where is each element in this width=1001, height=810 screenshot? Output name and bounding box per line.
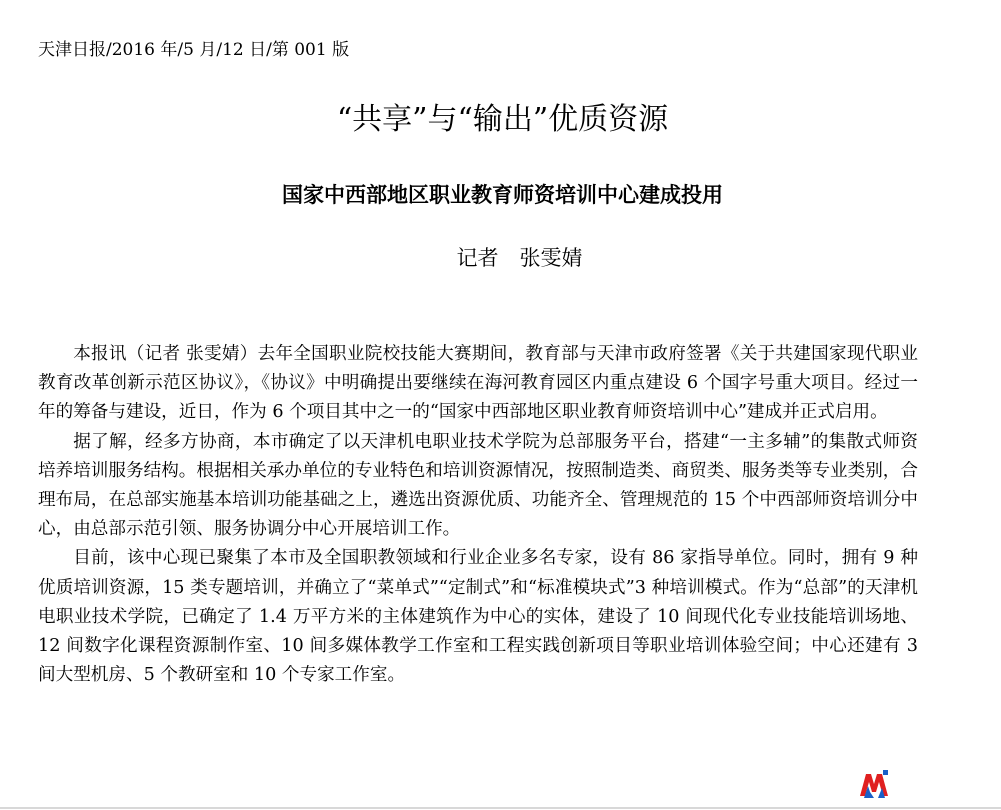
byline: 记者 张雯婧 (456, 246, 583, 270)
page-bottom-divider (0, 807, 1001, 809)
subheadline: 国家中西部地区职业教育师资培训中心建成投用 (282, 183, 723, 207)
article-body (38, 340, 918, 690)
source-line: 天津日报/2016 年/5 月/12 日/第 001 版 (38, 40, 350, 60)
headline: “共享”与“输出”优质资源 (336, 102, 669, 137)
paragraph: 目前，该中心现已聚集了本市及全国职教领域和行业企业多名专家，设有 86 家指导单位。同时，拥有 9 种优质培训资源，15 类专题培训，并确立了“菜单式”“定制式”和“标准模块式”3 种培训模式。作为“总部”的天津机电职业技术学院，已确定了 1.4 万平方米的主体建筑作为中心的实体，建设了 10 间现代化专业技能培训场地、12 间数字化课程资源制作室、10 间多媒体教学工作室和工程实践创新项目等职业培训体验空间；中心还建有 3 间大型机房、5 个教研室和 10 个专家工作室。 (38, 548, 918, 686)
paragraph: 本报讯（记者 张雯婧）去年全国职业院校技能大赛期间，教育部与天津市政府签署《关于共建国家现代职业教育改革创新示范区协议》，《协议》中明确提出要继续在海河教育园区内重点建设 6 个国字号重大项目。经过一年的筹备与建设，近日，作为 6 个项目其中之一的“国家中西部地区职业教育师资培训中心”建成并正式启用。 (38, 344, 918, 423)
paragraph: 据了解，经多方协商，本市确定了以天津机电职业技术学院为总部服务平台，搭建“一主多辅”的集散式师资培养培训服务结构。根据相关承办单位的专业特色和培训资源情况，按照制造类、商贸类、服务类等专业类别，合理布局，在总部实施基本培训功能基础之上，遴选出资源优质、功能齐全、管理规范的 15 个中西部师资培训分中心，由总部示范引领、服务协调分中心开展培训工作。 (38, 431, 918, 540)
publisher-m-logo-icon (858, 768, 890, 800)
